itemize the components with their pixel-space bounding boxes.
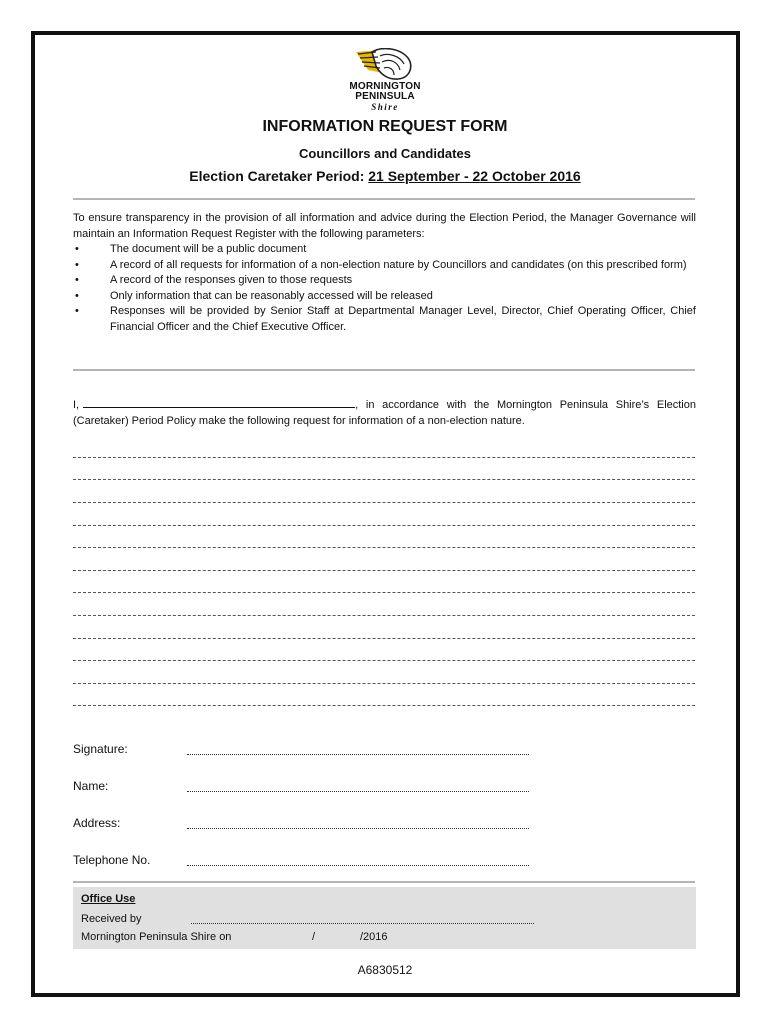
address-field[interactable] (187, 828, 529, 829)
list-item: • A record of all requests for information of a non-election nature by Councillors and candidates (on this prescribed form) (73, 258, 696, 274)
bullet-icon: • (75, 258, 79, 271)
request-line-10[interactable] (73, 660, 695, 661)
list-item: • Responses will be provided by Senior Staff at Departmental Manager Level, Director, Chief Operating Officer, Chief Financial Officer and the Chief Executive Officer. (75, 305, 696, 333)
divider-bottom (73, 881, 695, 883)
request-line-12[interactable] (73, 705, 695, 706)
office-use-box (73, 887, 696, 949)
request-line-5[interactable] (73, 547, 695, 548)
document-reference: A6830512 (357, 963, 413, 977)
logo-line-mornington: MORNINGTON (349, 81, 421, 92)
intro-paragraph: To ensure transparency in the provision of all information and advice during the Election Period, the Manager Governance will maintain an Information Request Register with the following parameters: (73, 212, 696, 240)
signature-field[interactable] (187, 754, 529, 755)
request-line-9[interactable] (73, 638, 695, 639)
logo-line-shire: Shire (371, 102, 399, 112)
request-prefix: I, (73, 399, 80, 411)
bullet-icon: • (75, 243, 79, 255)
list-item: • Only information that can be reasonably accessed will be released (73, 289, 696, 305)
period-dates: 21 September - 22 October 2016 (368, 168, 581, 184)
received-by-field[interactable] (191, 923, 534, 924)
date-year: /2016 (360, 931, 388, 943)
form-subtitle: Councillors and Candidates (299, 146, 471, 161)
shire-on-label: Mornington Peninsula Shire on (81, 931, 232, 943)
date-separator: / (312, 931, 316, 943)
request-line-7[interactable] (73, 592, 695, 593)
bullet-icon: • (75, 274, 79, 286)
signature-label: Signature: (73, 742, 128, 756)
shell-logo-icon (350, 48, 420, 82)
shire-logo (330, 48, 440, 118)
bullet-icon: • (75, 305, 79, 317)
intro-section (73, 211, 696, 335)
office-use-heading: Office Use (81, 893, 136, 905)
divider-top (73, 198, 695, 200)
list-item: • The document will be a public document (73, 242, 696, 258)
period-label: Election Caretaker Period: (189, 168, 365, 184)
request-line-6[interactable] (73, 570, 695, 571)
request-statement (73, 397, 696, 429)
request-line-11[interactable] (73, 683, 695, 684)
received-by-label: Received by (81, 913, 142, 925)
telephone-field[interactable] (187, 865, 529, 866)
name-field[interactable] (187, 791, 529, 792)
request-text: , in accordance with the Mornington Peninsula Shire’s Election (Caretaker) Period Policy make the following request for information of a non-election nature. (73, 399, 696, 427)
divider-middle (73, 369, 695, 371)
request-line-2[interactable] (73, 479, 695, 480)
telephone-label: Telephone No. (73, 853, 151, 867)
list-item: • A record of the responses given to those requests (73, 273, 696, 289)
parameter-list (73, 242, 696, 335)
requester-name-blank[interactable] (83, 397, 355, 408)
request-line-1[interactable] (73, 457, 695, 458)
logo-line-peninsula: PENINSULA (355, 91, 415, 102)
address-label: Address: (73, 816, 121, 830)
bullet-icon: • (75, 289, 79, 302)
request-line-4[interactable] (73, 525, 695, 526)
request-line-8[interactable] (73, 615, 695, 616)
name-label: Name: (73, 779, 109, 793)
election-period (0, 168, 770, 184)
request-line-3[interactable] (73, 502, 695, 503)
form-title: INFORMATION REQUEST FORM (262, 118, 508, 135)
